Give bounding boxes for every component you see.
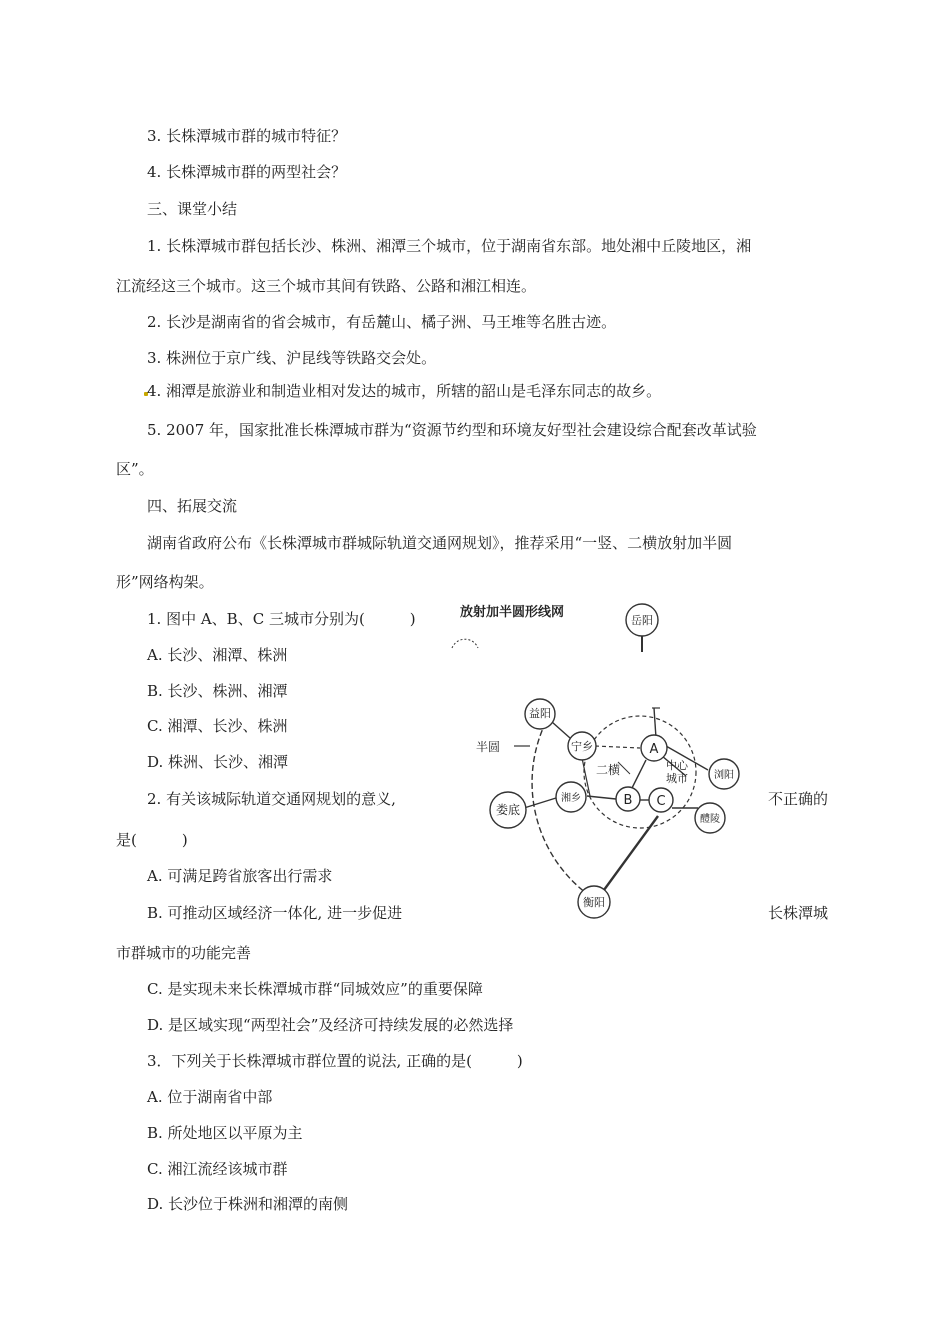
q2-option-b-right: 长株潭城 bbox=[767, 904, 828, 922]
section-heading-summary: 三、课堂小结 bbox=[147, 200, 238, 218]
svg-text:醴陵: 醴陵 bbox=[700, 814, 720, 825]
question-line-3: 3. 长株潭城市群的城市特征？ bbox=[147, 127, 347, 145]
svg-text:C: C bbox=[656, 794, 666, 809]
node-ningxiang bbox=[568, 732, 596, 760]
section-heading-extension: 四、拓展交流 bbox=[147, 497, 238, 515]
q1-option-c: C. 湘潭、长沙、株洲 bbox=[147, 717, 288, 735]
node-loudi bbox=[490, 792, 526, 828]
intro-paragraph-a: 湖南省政府公布《长株潭城市群城际轨道交通网规划》，推荐采用“一竖、二横放射加半圆 bbox=[147, 534, 733, 552]
q3-option-c: C. 湘江流经该城市群 bbox=[147, 1160, 288, 1178]
q2-option-a: A. 可满足跨省旅客出行需求 bbox=[147, 867, 333, 885]
svg-text:浏阳: 浏阳 bbox=[714, 770, 734, 781]
svg-text:B: B bbox=[623, 793, 633, 808]
node-xiangxiang bbox=[556, 782, 586, 812]
summary-item-3: 3. 株洲位于京广线、沪昆线等铁路交会处。 bbox=[147, 349, 437, 367]
q2-option-b-left: B. 可推动区域经济一体化, 进一步促进 bbox=[147, 904, 403, 922]
question-line-4: 4. 长株潭城市群的两型社会？ bbox=[147, 163, 347, 181]
q2-stem-end: 是( ) bbox=[116, 831, 188, 849]
node-a bbox=[641, 735, 667, 761]
diagram-title: 放射加半圆形线网 bbox=[460, 605, 565, 620]
q3-option-b: B. 所处地区以平原为主 bbox=[147, 1124, 303, 1142]
svg-text:湘乡: 湘乡 bbox=[561, 793, 581, 804]
node-liling bbox=[695, 803, 725, 833]
north-line bbox=[654, 708, 656, 738]
q2-stem-left: 2. 有关该城际轨道交通网规划的意义, bbox=[147, 790, 396, 808]
node-yueyang bbox=[626, 604, 658, 636]
summary-item-1b: 江流经这三个城市。这三个城市其间有铁路、公路和湘江相连。 bbox=[116, 277, 537, 295]
node-hengyang bbox=[578, 886, 610, 918]
rail-network-diagram bbox=[440, 596, 760, 926]
svg-text:岳阳: 岳阳 bbox=[631, 614, 653, 627]
summary-item-5b: 区”。 bbox=[116, 460, 154, 478]
intro-paragraph-b: 形”网络构架。 bbox=[116, 573, 214, 591]
q1-option-d: D. 株洲、长沙、湘潭 bbox=[147, 753, 289, 771]
q2-option-c: C. 是实现未来长株潭城市群“同城效应”的重要保障 bbox=[147, 980, 483, 998]
center-city-label-1: 中心 bbox=[666, 759, 688, 772]
q2-stem-right: 不正确的 bbox=[767, 790, 828, 808]
center-city-label-2: 城市 bbox=[666, 772, 688, 785]
q3-option-a: A. 位于湖南省中部 bbox=[147, 1088, 273, 1106]
semicircle-label: 半圆 bbox=[476, 740, 501, 754]
q3-option-d: D. 长沙位于株洲和湘潭的南侧 bbox=[147, 1195, 349, 1213]
svg-text:娄底: 娄底 bbox=[495, 803, 521, 817]
node-yiyang bbox=[525, 699, 555, 729]
two-horizontal-label: 二横 bbox=[596, 763, 621, 777]
svg-text:益阳: 益阳 bbox=[529, 707, 551, 720]
south-line bbox=[604, 816, 658, 890]
svg-text:宁乡: 宁乡 bbox=[571, 740, 593, 753]
summary-item-5a: 5. 2007 年，国家批准长株潭城市群为“资源节约型和环境友好型社会建设综合配套改革试验 bbox=[147, 421, 757, 439]
summary-item-4: 4. 湘潭是旅游业和制造业相对发达的城市，所辖的韶山是毛泽东同志的故乡。 bbox=[147, 382, 662, 400]
q2-option-b-end: 市群城市的功能完善 bbox=[116, 944, 252, 962]
node-liuyang bbox=[709, 759, 739, 789]
summary-item-2: 2. 长沙是湖南省的省会城市，有岳麓山、橘子洲、马王堆等名胜古迹。 bbox=[147, 313, 617, 331]
node-b bbox=[616, 787, 640, 811]
q1-stem: 1. 图中 A、B、C 三城市分别为( ) bbox=[147, 610, 416, 628]
q2-option-d: D. 是区域实现“两型社会”及经济可持续发展的必然选择 bbox=[147, 1016, 514, 1034]
node-c bbox=[649, 788, 673, 812]
summary-item-1a: 1. 长株潭城市群包括长沙、株洲、湘潭三个城市，位于湖南省东部。地处湘中丘陵地区，湘 bbox=[147, 237, 752, 255]
q1-option-a: A. 长沙、湘潭、株洲 bbox=[147, 646, 288, 664]
svg-text:A: A bbox=[649, 742, 659, 757]
q1-option-b: B. 长沙、株洲、湘潭 bbox=[147, 682, 288, 700]
q3-stem: 3．下列关于长株潭城市群位置的说法, 正确的是( ) bbox=[147, 1052, 523, 1070]
svg-text:衡阳: 衡阳 bbox=[583, 896, 605, 909]
